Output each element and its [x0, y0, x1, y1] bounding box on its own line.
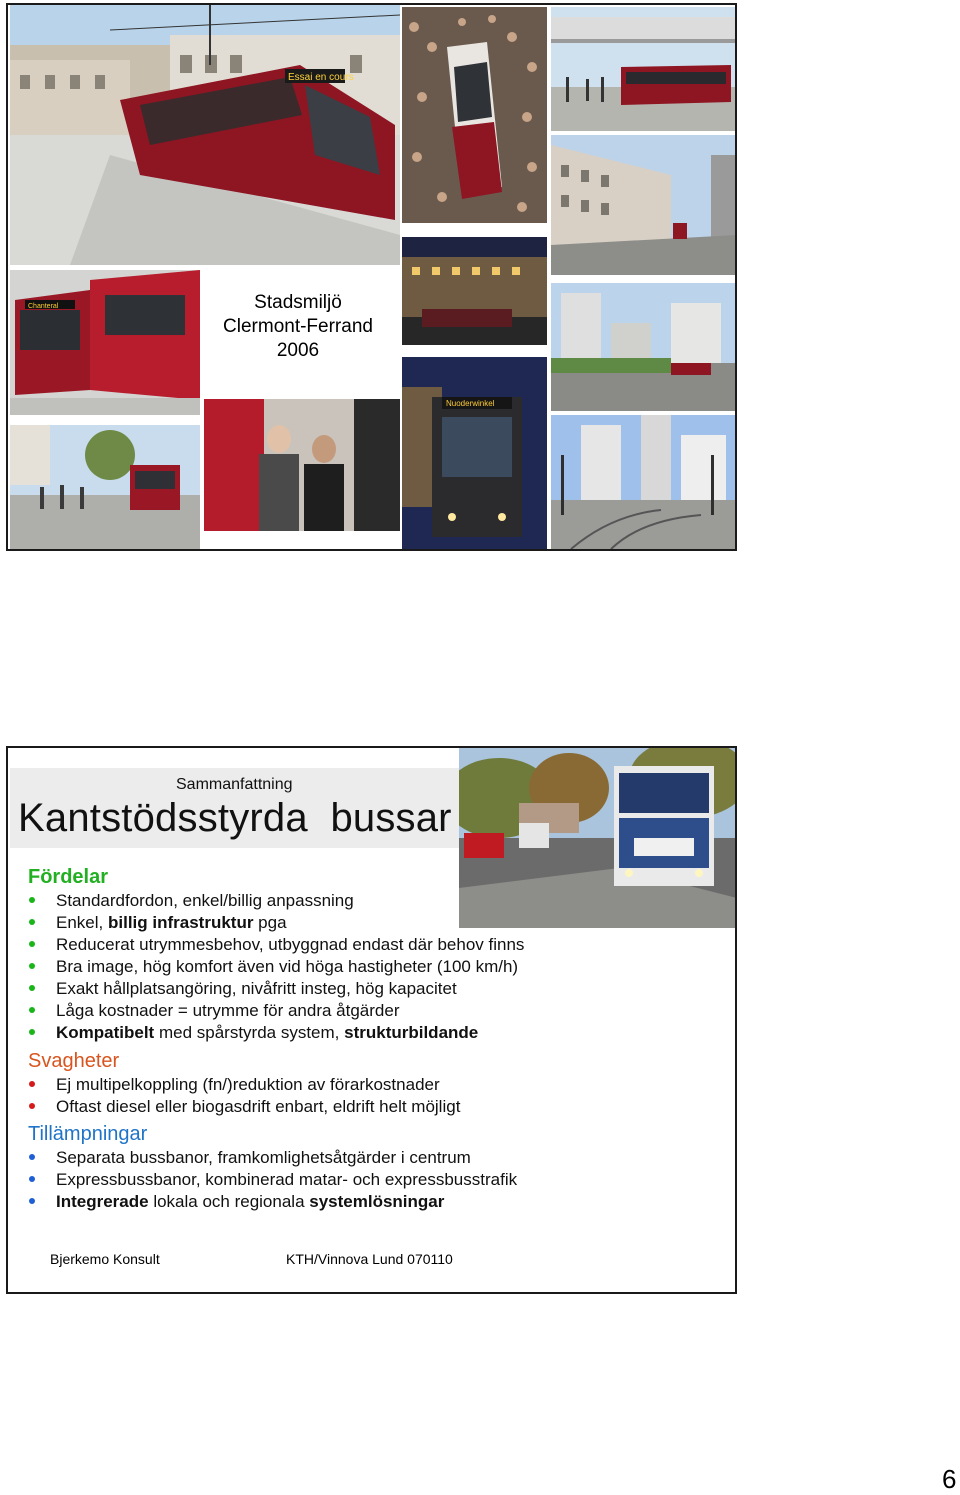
photo-street-tram [551, 135, 737, 275]
tram-sign-night: Nuoderwinkel [446, 399, 495, 408]
photo-night-tram [402, 357, 547, 549]
photo-tram-bridge [551, 7, 737, 131]
list-item: Exakt hållplatsangöring, nivåfritt insteg, hög kapacitet [28, 978, 524, 1000]
list-applications [28, 1147, 517, 1213]
photo-tram-square [10, 5, 400, 265]
slide-subtitle: Sammanfattning [176, 776, 293, 793]
heading-weaknesses: Svagheter [28, 1050, 120, 1072]
list-weaknesses [28, 1074, 460, 1118]
photo-passengers [204, 399, 400, 531]
list-item: Integrerade lokala och regionala systemlösningar [28, 1191, 517, 1213]
slide1-caption [206, 291, 390, 363]
footer-left: Bjerkemo Konsult [50, 1251, 160, 1267]
slide-title: Kantstödsstyrda bussar [18, 796, 452, 840]
list-item: Standardfordon, enkel/billig anpassning [28, 890, 524, 912]
list-item: Bra image, hög komfort även vid höga hastigheter (100 km/h) [28, 956, 524, 978]
caption-line-2: Clermont-Ferrand [223, 316, 373, 337]
tram-destination-sign: Essai en cours [288, 72, 354, 83]
list-item: Expressbussbanor, kombinerad matar- och expressbusstrafik [28, 1169, 517, 1191]
photo-towers-tram [551, 283, 737, 411]
list-item: Låga kostnader = utrymme för andra åtgärder [28, 1000, 524, 1022]
page-number: 6 [942, 1464, 957, 1494]
list-item: Kompatibelt med spårstyrda system, strukturbildande [28, 1022, 524, 1044]
caption-line-1: Stadsmiljö [254, 292, 342, 313]
footer-right: KTH/Vinnova Lund 070110 [286, 1251, 453, 1267]
caption-line-3: 2006 [276, 340, 320, 361]
list-item: Enkel, billig infrastruktur pga [28, 912, 524, 934]
heading-applications: Tillämpningar [28, 1123, 148, 1145]
slide-clermont-ferrand [6, 3, 737, 551]
list-item: Separata bussbanor, framkomlighetsåtgärder i centrum [28, 1147, 517, 1169]
list-advantages [28, 890, 524, 1044]
heading-advantages: Fördelar [28, 866, 109, 888]
photo-towers-tracks [551, 415, 737, 549]
photo-tram-platform [10, 425, 200, 549]
tram-sign-left: Chanteral [28, 303, 59, 310]
list-item: Oftast diesel eller biogasdrift enbart, eldrift helt möjligt [28, 1096, 460, 1118]
photo-crowd [402, 7, 547, 223]
list-item: Ej multipelkoppling (fn/)reduktion av förarkostnader [28, 1074, 460, 1096]
photo-night-station [402, 237, 547, 345]
slide-kantstodsstyrda-bussar [6, 746, 737, 1294]
photo-red-tram-station [10, 270, 200, 415]
list-item: Reducerat utrymmesbehov, utbyggnad endast där behov finns [28, 934, 524, 956]
